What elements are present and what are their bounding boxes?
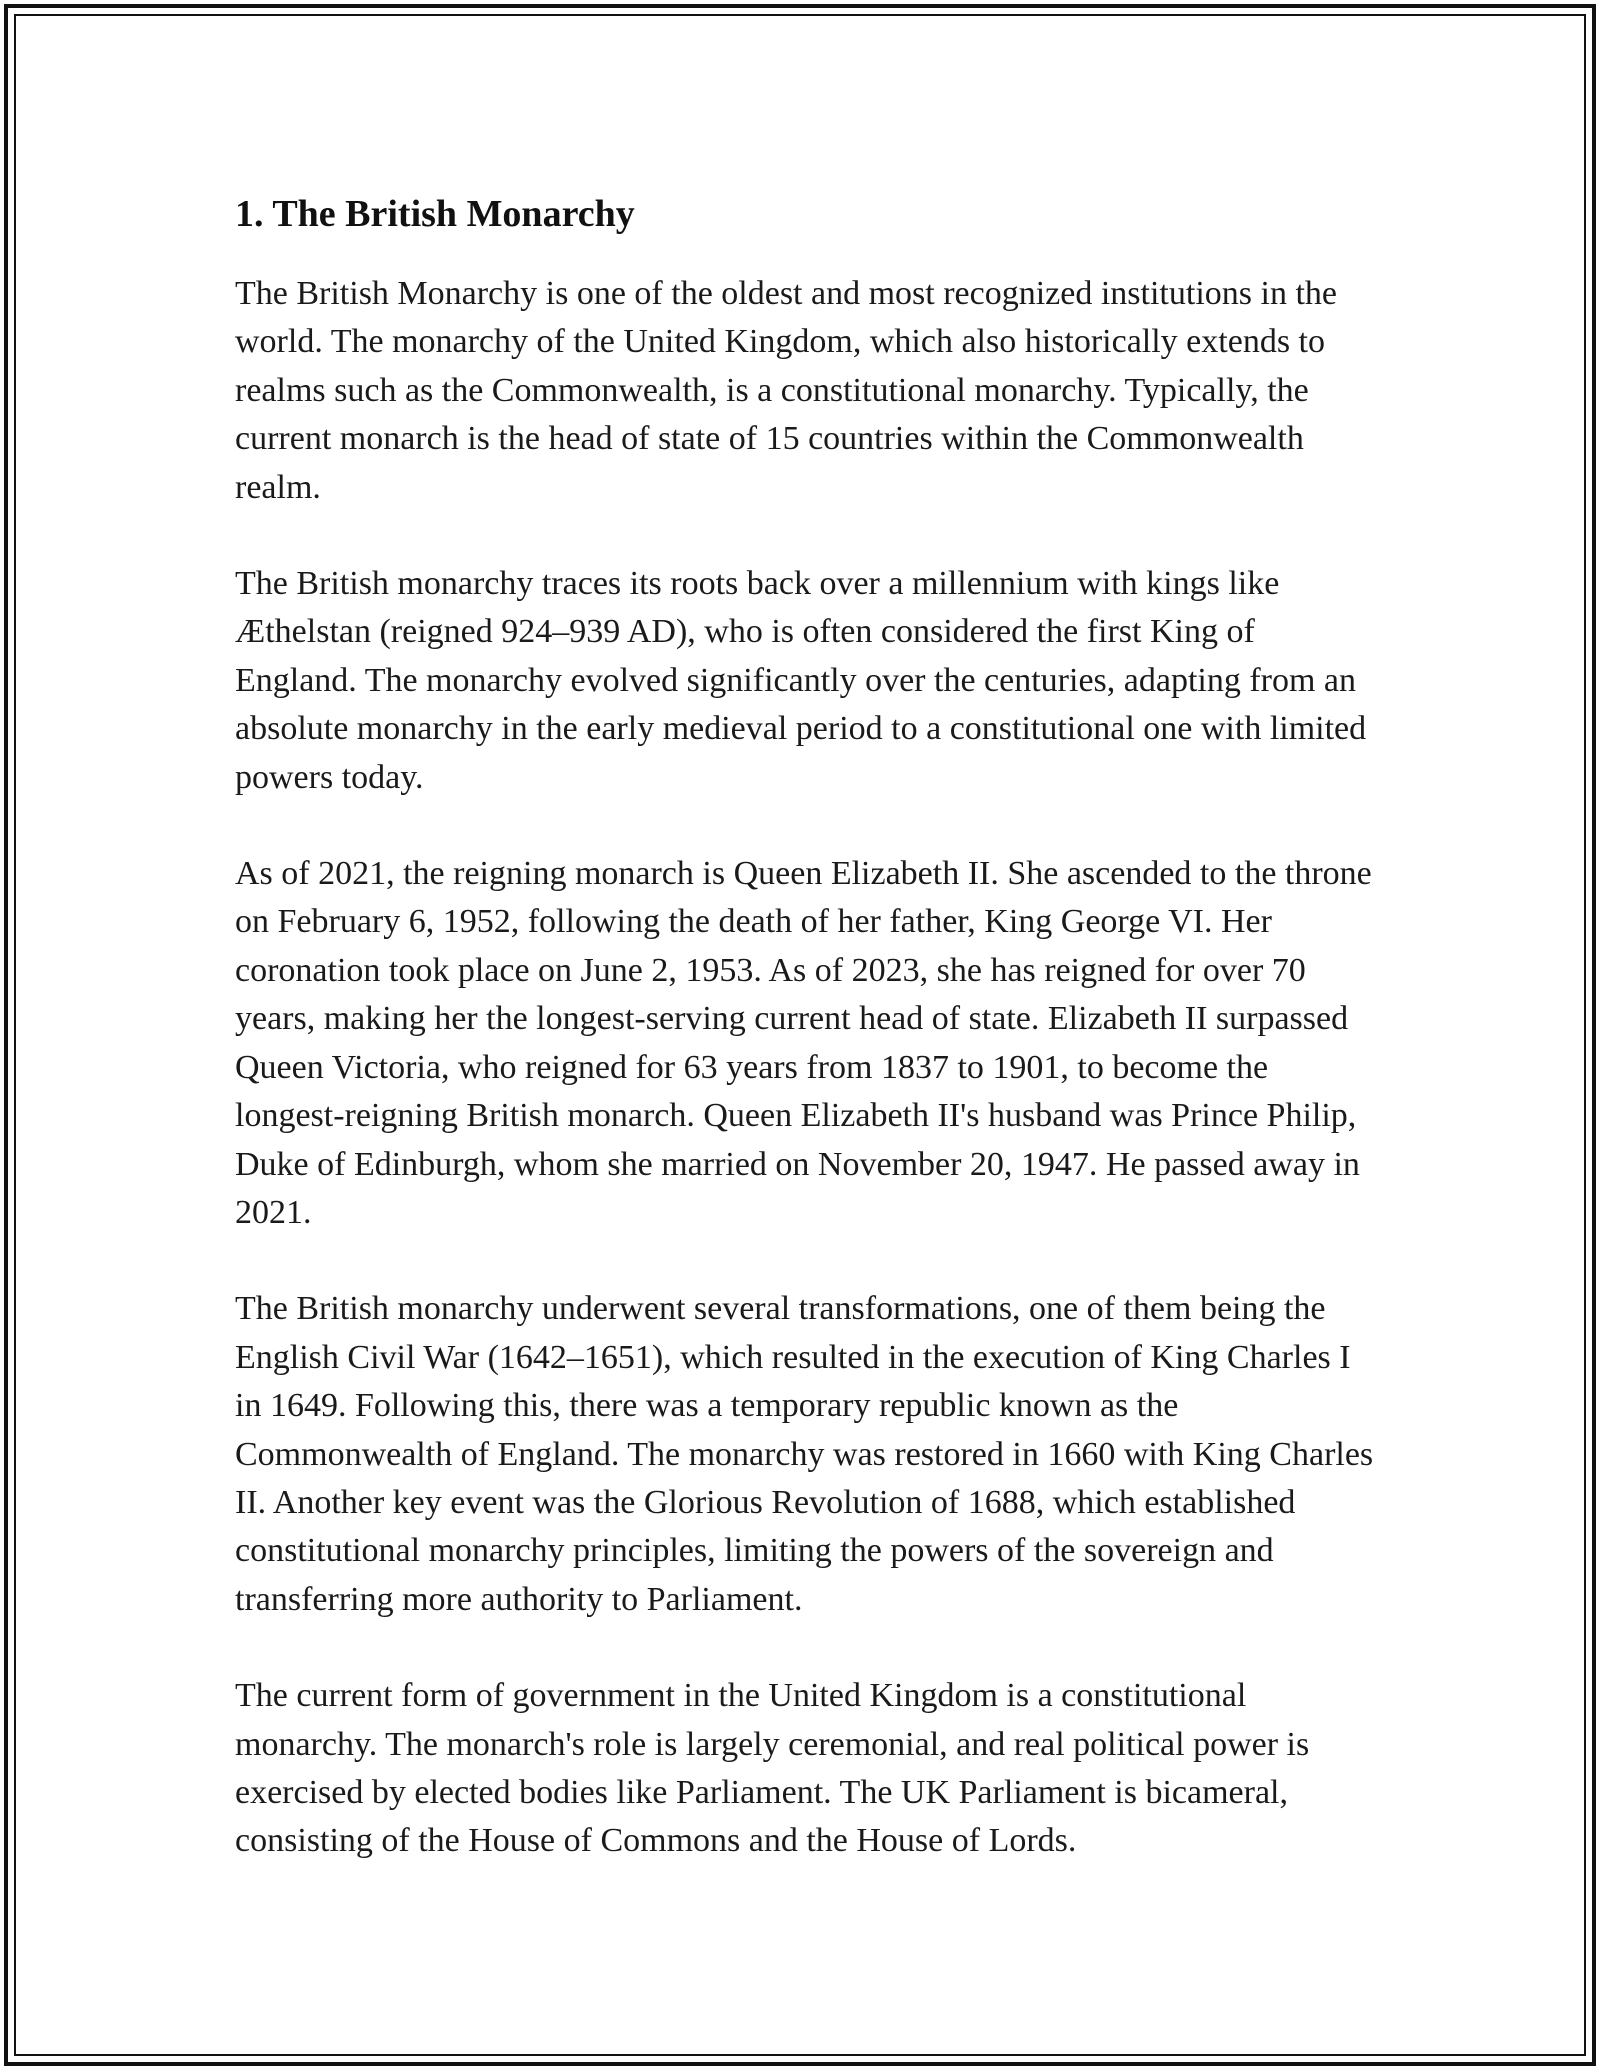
paragraph-history: The British monarchy traces its roots back over a millennium with kings like Æthelstan (reigned 924–939 AD), who is often considered the first King of England. The monarchy evolved significantly over the centuries, adapting from an absolute monarchy in the early medieval period to a constitutional one with limited powers today.: [235, 565, 1367, 796]
paragraph-reigning-monarch: As of 2021, the reigning monarch is Queen Elizabeth II. She ascended to the throne on February 6, 1952, following the death of her father, King George VI. Her coronation took place on June 2, 1953. As of 2023, she has reigned for over 70 years, making her the longest-serving current head of state. Elizabeth II surpassed Queen Victoria, who reigned for 63 years from 1837 to 1901, to become the longest-reigning British monarch. Queen Elizabeth II's husband was Prince Philip, Duke of Edinburgh, whom she married on November 20, 1947. He passed away in 2021.: [235, 855, 1372, 1231]
section-title: 1. The British Monarchy: [235, 193, 635, 235]
paragraph-government: The current form of government in the United Kingdom is a constitutional monarchy. The monarch's role is largely ceremonial, and real political power is exercised by elected bodies like Parliament. The UK Parliament is bicameral, consisting of the House of Commons and the House of Lords.: [235, 1677, 1310, 1860]
document-body: [235, 184, 1375, 1866]
paragraph-overview: The British Monarchy is one of the oldest and most recognized institutions in the world. The monarchy of the United Kingdom, which also historically extends to realms such as the Commonwealth, is a constitutional monarchy. Typically, the current monarch is the head of state of 15 countries within the Commonwealth realm.: [235, 275, 1337, 506]
paragraph-transformations: The British monarchy underwent several transformations, one of them being the English Civil War (1642–1651), which resulted in the execution of King Charles I in 1649. Following this, there was a temporary republic known as the Commonwealth of England. The monarchy was restored in 1660 with King Charles II. Another key event was the Glorious Revolution of 1688, which established constitutional monarchy principles, limiting the powers of the sovereign and transferring more authority to Parliament.: [235, 1290, 1374, 1618]
